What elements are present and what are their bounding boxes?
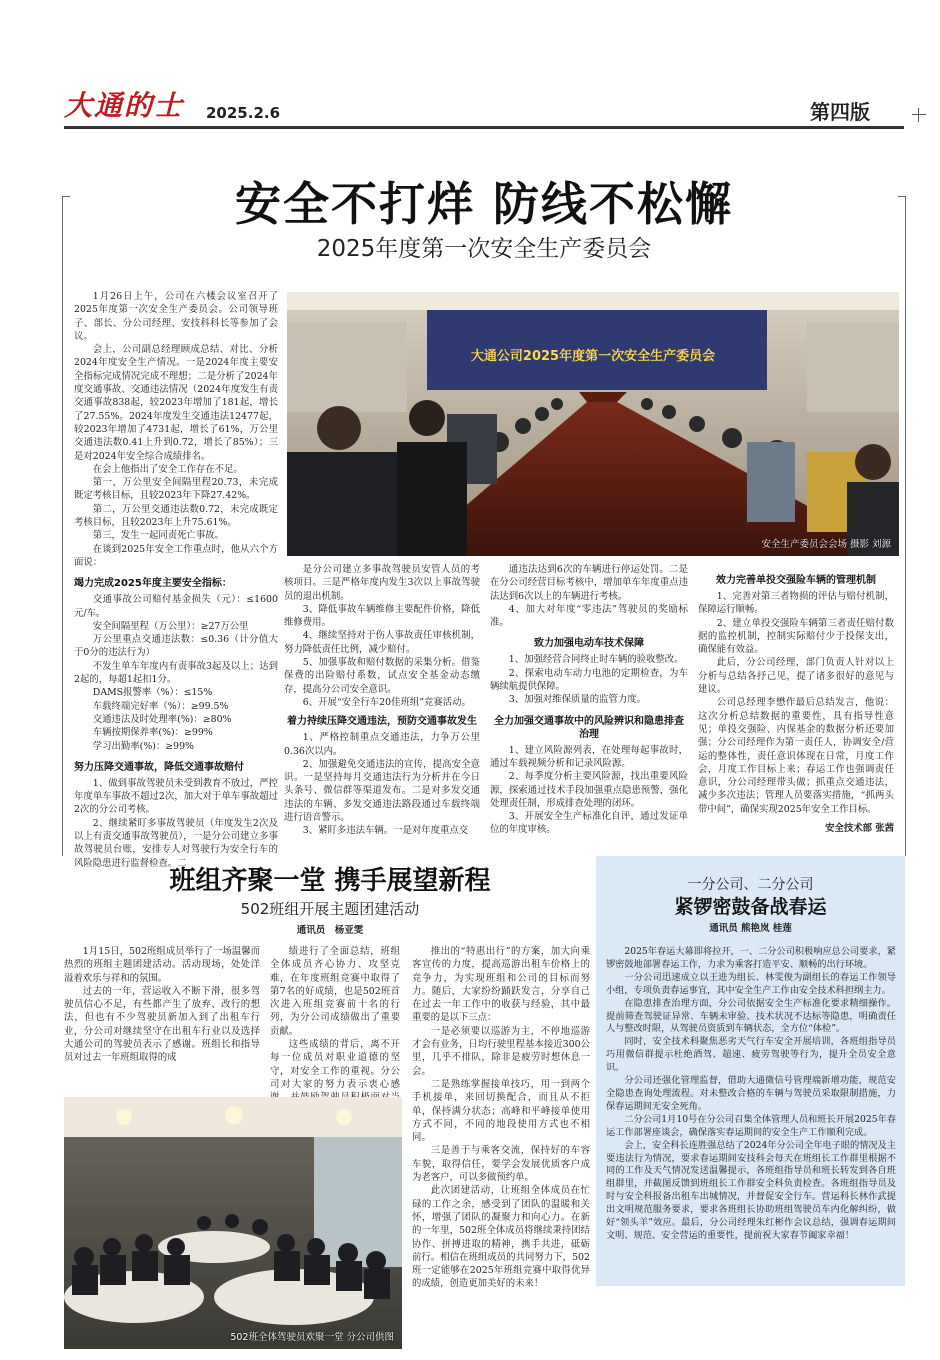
paragraph: 通违法达到6次的车辆进行停运处罚。二是在分公司经营目标考核中，增加单车年度重点违法达到6次以上的车辆进行考核。 [490, 564, 688, 602]
paragraph: 同时，安全技术科聚焦恶劣天气行车安全开展培训，各班组指导员巧用微信群提示杜绝酒驾、超速、疲劳驾驶等行为，提升全员安全意识。 [606, 1036, 896, 1074]
meeting-banner: 大通公司2025年度第一次安全生产委员会 [470, 349, 716, 364]
paragraph: 第二，万公里交通违法数0.72，未完成既定考核目标，且较2023年上升75.61%。 [74, 503, 278, 529]
article1-col3-tail [490, 744, 688, 837]
section-heading: 效力完善单投交强险车辆的管理机制 [716, 575, 876, 586]
paragraph: 1月15日，502班组成员举行了一场温馨而热烈的班组主题团建活动。活动现场，处处洋溢着欢乐与祥和的氛围。 [64, 946, 260, 984]
paragraph: 三是善于与乘客交流，保持好的车容车貌，取得信任，要学会发展优质客户成为老客户，可以多做预约单。 [412, 1145, 590, 1184]
paragraph: 5、加强事故和赔付数据的采集分析。借鉴保费的出险赔付系数，试点安全基金动态缴存，提高分公司安全意识。 [284, 657, 480, 695]
paragraph: 此后，分公司经理，部门负责人针对以上分析与总结各抒己见，提了诸多很好的意见与建议。 [698, 657, 894, 696]
paragraph: 会上，公司副总经理顾成总结、对比、分析2024年度安全生产情况。一是2024年度主要安全指标完成情况完成不理想；二是分析了2024年度交通事故、交通违法情况（2024年度发生有责交通事故838起，较2023年增加了181起，增长了27.55%。2024年度发生交通违法12477起，较2023年增加了4731起，增长了61%，万公里交通违法数0.41上升到0.72，增长了85%）；三是对2024年安全综合成绩排名。 [74, 344, 278, 462]
article1-col3-intro [490, 563, 688, 629]
paragraph: 3、紧盯多违法车辆。一是对年度重点交 [302, 825, 469, 837]
metric-item: 学习出勤率(%)：≥99% [92, 740, 194, 752]
metrics-list [74, 593, 278, 753]
paragraph: 1月26日上午，公司在六楼会议室召开了2025年度第一次安全生产委员会。公司领导班子、部长、分公司经理、安技科科长等参加了会议。 [74, 291, 278, 342]
section-heading: 致力加强电动车技术保障 [534, 638, 644, 650]
paragraph: 过去的一年，营运收入不断下滑，很多驾驶员信心不足，有些都产生了放弃、改行的想法，但也有不少驾驶员新加入到了出租车行业，分公司对继续坚守在出租车行业以及选择大通公司的驾驶员表示了感谢。班组长和指导员对过去一年班组取得的成 [64, 985, 260, 1064]
article1-headline: 安全不打烊 防线不松懈 [234, 177, 733, 231]
paragraph: 在谈到2025年安全工作重点时，他从六个方面说： [74, 543, 278, 568]
team-photo-image [64, 1097, 402, 1349]
team-photo-caption: 502班全体驾驶员欢聚一堂 分公司供图 [230, 1332, 394, 1343]
paragraph: 2、继续紧盯多事故驾驶员（年度发生2次及以上有责交通事故驾驶员），一是分公司建立多事故驾驶员台账，安排专人对驾驶行为安全行车的风险隐患进行监督检查。二 [74, 817, 278, 869]
paragraph: 分公司还强化管理监督，借助大通微信号管理端新增功能，规范安全隐患查询处理流程。对未整改合格的车辆与驾驶员采取限制措施，力保春运期间无安全死角。 [606, 1075, 896, 1112]
paragraph: 4、加大对年度“零违法”驾驶员的奖励标准。 [490, 603, 688, 629]
paragraph: 1、加强经营合同终止时车辆的验收整改。 [508, 654, 684, 666]
article1-column-2 [284, 563, 480, 838]
paragraph: 此次团建活动，让班组全体成员在忙碌的工作之余，感受到了团队的温暖和关怀，增强了团队的凝聚力和向心力。在新的一年里，502班全体成员将继续秉持团结协作、拼搏进取的精神，携手共进，砥砺前行。相信在班组成员的共同努力下，502班一定能够在2025年班组竞赛中取得优异的成绩，创造更加美好的未来！ [412, 1185, 590, 1290]
article-frame-left [62, 196, 70, 856]
metric-item: 车辆按期保养率(%)：≥99% [92, 727, 213, 739]
issue-date: 2025.2.6 [206, 104, 281, 122]
article3-box [596, 856, 905, 1286]
article-frame-right [898, 196, 906, 856]
article2-col3-body [412, 945, 590, 1291]
meeting-photo-caption: 安全生产委员会会场 摄影 刘源 [761, 539, 891, 550]
newspaper-logo: 大通的士 [64, 89, 185, 122]
paragraph: 是分公司建立多事故驾驶员安管人员的考核项目。三是严格年度内发生3次以上事故驾驶员的退出机制。 [284, 564, 480, 602]
article2-byline: 通讯员 杨亚雯 [296, 925, 364, 936]
paragraph: 第三，发生一起同责死亡事故。 [92, 530, 225, 542]
masthead-divider [64, 126, 904, 129]
paragraph: 2、建立单投交强险车辆第三者责任赔付数据的监控机制，控制实际赔付少于投保支出，确保能有效益。 [698, 617, 894, 656]
article2-col1-body [64, 945, 260, 1065]
paragraph: 3、降低事故车辆维修主要配件价格，降低维修费用。 [284, 603, 480, 629]
metric-item: 不发生单车年度内有责事故3起及以上；达到2起的，每超1起扣1分。 [74, 660, 278, 686]
paragraph: 2025年春运大幕即将拉开，一、二分公司积极响应总公司要求，紧锣密鼓地部署春运工作，力求为乘客打造平安、顺畅的出行环境。 [606, 946, 896, 970]
article1-intro [74, 290, 278, 569]
article2-headline: 班组齐聚一堂 携手展望新程 [169, 866, 491, 896]
article1-col4-body [698, 590, 894, 816]
team-photo [64, 1097, 402, 1349]
paragraph: 这些成绩的背后，离不开每一位成员对职业道德的坚守，对安全工作的重视。分公司对大家的努力表示衷心感 [270, 1039, 400, 1090]
paragraph: 一分公司迅速成立以王进为组长、林雯俊为副组长的春运工作领导小组，专项负责春运事宜，其中安全生产工作由安全技术科担纲主力。 [606, 971, 896, 996]
article1-subtitle: 2025年度第一次安全生产委员会 [316, 236, 652, 262]
article2-column-3 [412, 945, 590, 1291]
paragraph: 推出的“特惠出行”的方案，加大向乘客宣传的力度，提高巡游出租车价格上的竞争力，为实现班组和公司的目标而努力。随后，大家纷纷踊跃发言，分享自己在过去一年工作中的收获与经验，其中最重要的是以下三点： [412, 946, 590, 1024]
paragraph: 在隐患排查治理方面，分公司依据安全生产标准化要求精细操作。提前筛查驾驶证异常、车辆未审验、技术状况不达标等隐患，明确责任人与整改时限，从驾驶员资质到车辆状态，全方位“体检”。 [606, 997, 896, 1035]
paragraph: 2、每季度分析主要风险源，找出重要风险源，探索通过技术手段加强重点隐患预警，强化处理责任制，形成排查处理的闭环。 [490, 771, 688, 809]
paragraph: 绩进行了全面总结，班组全体成员齐心协力、攻坚克难，在年度班组竞赛中取得了第7名的好成绩，也是502班首次进入班组竞赛前十名的行列，为分公司成绩做出了重要贡献。 [270, 946, 400, 1037]
metric-item: DAMS报警率（%）：≤15% [92, 687, 213, 699]
paragraph: 1、严格控制重点交通违法，力争万公里0.36次以内。 [284, 732, 480, 757]
paragraph: 1、建立风险源列表，在处理每起事故时，通过车载视频分析和记录风险源。 [490, 744, 688, 769]
page-number: 第四版 [810, 100, 870, 124]
paragraph: 2、加强避免交通违法的宣传，提高安全意识。一是坚持每月交通违法行为分析并在今日头条号、微信群等渠道发布。二是对多发交通违法的车辆、多发交通违法路段通过车载终端进行语音警示。 [284, 758, 480, 824]
paragraph: 6、开展“安全行车20佳班组”竞赛活动。 [302, 696, 471, 708]
article1-column-4 [698, 574, 894, 835]
article1-signature: 安全技术部 张茜 [825, 823, 894, 835]
paragraph: 在会上他指出了安全工作存在不足。 [92, 463, 243, 475]
metric-item: 车载终端完好率（%）：≥99.5% [92, 700, 229, 712]
paragraph: 4、继续坚持对于伤人事故责任审核机制，努力降低责任比例，减少赔付。 [284, 630, 480, 655]
article1-col2-tail [284, 731, 480, 837]
article3-kicker: 一分公司、二分公司 [687, 877, 814, 893]
paragraph: 一是必须要以巡游为主，不停地巡游才会有业务，日均行驶里程基本接近300公里，几乎不排队，除非是疲劳时想休息一会。 [412, 1025, 590, 1077]
article1-col1-tail [74, 777, 278, 870]
metric-item: 交通违法及时处理率(%)：≥80% [92, 713, 232, 725]
article1-col3-mid [490, 653, 688, 706]
metric-item: 交通事故公司赔付基金损失（元）：≤1600元/车。 [74, 594, 278, 619]
paragraph: 2、探索电动车动力电池的定期检查，为车辆续航提供保障。 [490, 667, 688, 693]
paragraph: 二是熟练掌握接单技巧，用一到两个手机接单，来回切换配合，而且从不拒单，保持满分状态；高峰和平峰接单使用方式不同，不同的地段使用方式也不相同。 [412, 1078, 590, 1144]
paragraph: 会上，安全科长连胜强总结了2024年分公司全年电子眼的情况及主要违法行为情况，要求春运期间安技科会每天在班组长工作群里根据不同的工作及天气情况发送温馨提示，各班组指导员和班长转发到各自班组群里，并截图反馈到班组长工作群安全科负责检查。各班组指导员及时与安全科报备出租车出城情况，并督促安全行车。营运科长林作武提出文明规范服务要求，要求各班组长协助班组驾驶员车内化解纠纷，做好“领头羊”效应。最后，分公司经理朱红彬作会议总结，强调春运期间文明、规范、安全营运的重要性，提前祝大家春节阖家幸福！ [606, 1139, 896, 1241]
article1-column-1 [74, 290, 278, 870]
crop-mark-icon [912, 108, 926, 122]
meeting-photo [287, 292, 899, 556]
article3-body [606, 946, 896, 1243]
meeting-photo-image [287, 292, 899, 556]
article1-column-3 [490, 563, 688, 837]
section-heading: 竭力完成2025年度主要安全指标： [74, 578, 232, 590]
paragraph: 1、做到事故驾驶员未受到教育不放过，严控年度单车事故不超过2次，加大对于单车事故超过2次的分公司考核。 [74, 777, 278, 816]
section-heading: 着力持续压降交通违法，预防交通事故发生 [287, 716, 477, 728]
article3-paragraphs [606, 946, 896, 1243]
article3-headline: 紧锣密鼓备战春运 [674, 896, 827, 918]
paragraph: 3、开展安全生产标准化自评，通过发证单位的年度审核。 [490, 811, 688, 836]
article1-col2-intro [284, 563, 480, 709]
section-heading: 努力压降交通事故，降低交通事故赔付 [74, 761, 244, 773]
paragraph: 3、加强对维保质量的监管力度。 [508, 694, 647, 706]
metric-item: 安全间隔里程（万公里）：≥27万公里 [92, 620, 249, 632]
article3-byline: 通讯员 熊艳岚 桂莲 [709, 923, 792, 934]
paragraph: 1、完善对第三者物损的评估与赔付机制，保障运行顺畅。 [698, 591, 894, 616]
paragraph: 二分公司1月10号在分公司召集全体管理人员和班长开展2025年春运工作部署座谈会，确保落实春运期间的安全生产工作顺利完成。 [606, 1113, 896, 1138]
section-heading: 全力加强交通事故中的风险辨识和隐患排查治理 [494, 715, 684, 740]
paragraph: 公司总经理李懋作最后总结发言，他说：这次分析总结数据的重要性，具有指导性意见；单投交强险、内保基金的数据分析还要加强；分公司经理作为第一责任人，协调安全/营运的整体性，责任意识体现在日常，月度工作会，月度工作目标上来；春运工作也强调责任意识，分公司经理带头做；抓重点交通违法，减少多次违法；管理人员要落实措施，“抓两头带中间”，确保实现2025年安全工作目标。 [698, 697, 894, 815]
metric-item: 万公里重点交通违法数：≤0.36（计分值大于0分的违法行为） [74, 634, 278, 659]
article2-column-1 [64, 945, 260, 1065]
article2-subtitle: 502班组开展主题团建活动 [240, 900, 420, 918]
paragraph: 第一，万公里安全间隔里程20.73，未完成既定考核目标，且较2023年下降27.42%。 [74, 477, 278, 502]
